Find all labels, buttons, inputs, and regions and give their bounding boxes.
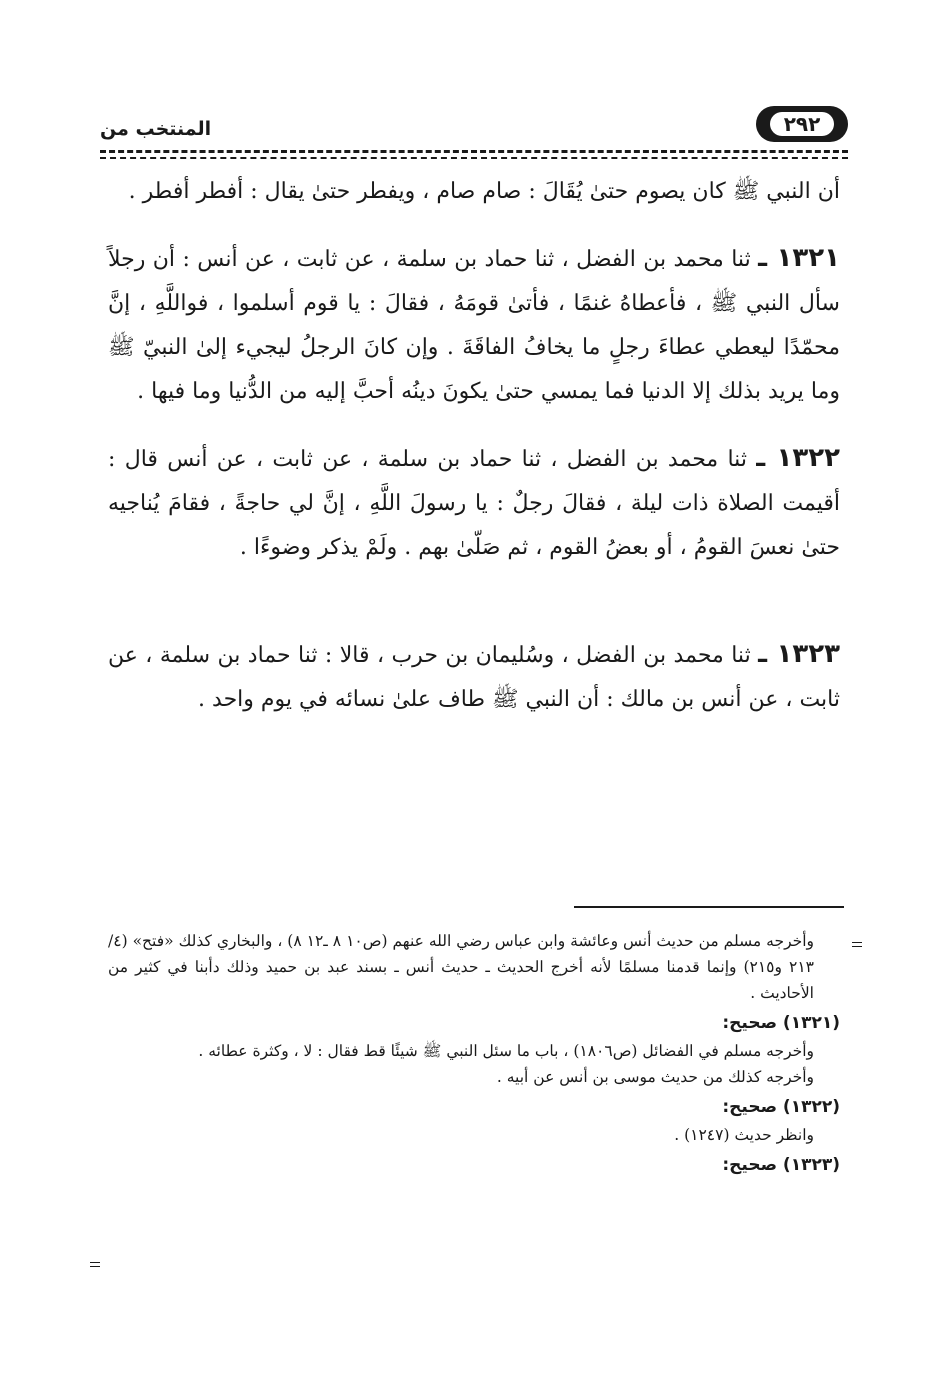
footnote-heading-1321: (١٣٢١) صحيح: [722,1013,840,1033]
page-number-badge [756,106,848,142]
margin-mark [852,942,862,943]
footnote-heading-1323: (١٣٢٣) صحيح: [722,1155,840,1175]
footnote-heading-1322: (١٣٢٢) صحيح: [722,1097,840,1117]
book-title: المنتخب من [100,118,212,140]
page-number: ٢٩٢ [770,112,835,136]
footnote-1321-a: وأخرجه مسلم في الفضائل (ص١٨٠٦) ، باب ما سئل النبي ﷺ شيئًا قط فقال : لا ، وكثرة عطائه . [198,1042,814,1060]
hadith-number: ١٣٢٣ ـ [758,639,840,669]
footnotes [108,928,840,1180]
hadith-text: ثنا محمد بن الفضل ، وسُليمان بن حرب ، قالا : ثنا حماد بن سلمة ، عن ثابت ، عن أنس بن مالك : أن النبي ﷺ طاف علىٰ نسائه في يوم واحد . [108,643,840,712]
footnote-1321-b: وأخرجه كذلك من حديث موسى بن أنس عن أبيه . [496,1068,814,1086]
footnote-continued: وأخرجه مسلم من حديث أنس وعائشة وابن عباس رضي الله عنهم (ص١٠ ٨ ـ١٢ ٨) ، والبخاري كذلك «فتح» (٤/ ٢١٣ و٢١٥) وإنما قدمنا مسلمًا لأنه أخرج الحديث ـ حديث أنس ـ بسند عبد بن حميد وذلك دأبنا في كثير من الأحاديث . [108,932,814,1002]
paragraph-continued [108,170,840,214]
hadith-number: ١٣٢١ ـ [758,243,840,273]
footnote-1322: وانظر حديث (١٢٤٧) . [674,1126,814,1144]
header-divider-secondary [100,157,848,159]
main-text [108,170,840,722]
paragraph-text: أن النبي ﷺ كان يصوم حتىٰ يُقَالَ : صام صام ، ويفطر حتىٰ يقال : أفطر أفطر . [128,179,840,204]
footnote-divider [574,906,844,908]
margin-mark [90,1262,100,1263]
hadith-1323 [108,632,840,722]
hadith-1322 [108,436,840,570]
hadith-number: ١٣٢٢ ـ [756,443,840,473]
hadith-text: ثنا محمد بن الفضل ، ثنا حماد بن سلمة ، عن ثابت ، عن أنس قال : أقيمت الصلاة ذات ليلة ، فقالَ رجلٌ : يا رسولَ اللَّهِ ، إنَّ لي حاجةً ، فقامَ يُناجيه حتىٰ نعسَ القومُ ، أو بعضُ القوم ، ثم صَلّىٰ بهم . ولَمْ يذكر وضوءًا . [108,447,840,560]
page-header [100,100,848,160]
hadith-text: ثنا محمد بن الفضل ، ثنا حماد بن سلمة ، عن ثابت ، عن أنس : أن رجلاً سأل النبي ﷺ ، فأعطاهُ غنمًا ، فأتىٰ قومَهُ ، فقالَ : يا قوم أسلموا ، فواللَّهِ ، إنَّ محمّدًا ليعطي عطاءَ رجلٍ ما يخافُ الفاقَةَ . وإن كانَ الرجلُ ليجيء إلىٰ النبيّ ﷺ وما يريد بذلك إلا الدنيا فما يمسي حتىٰ يكونَ دينُه أحبَّ إليه من الدُّنيا وما فيها . [108,247,840,404]
hadith-1321 [108,236,840,414]
header-divider [100,150,848,153]
